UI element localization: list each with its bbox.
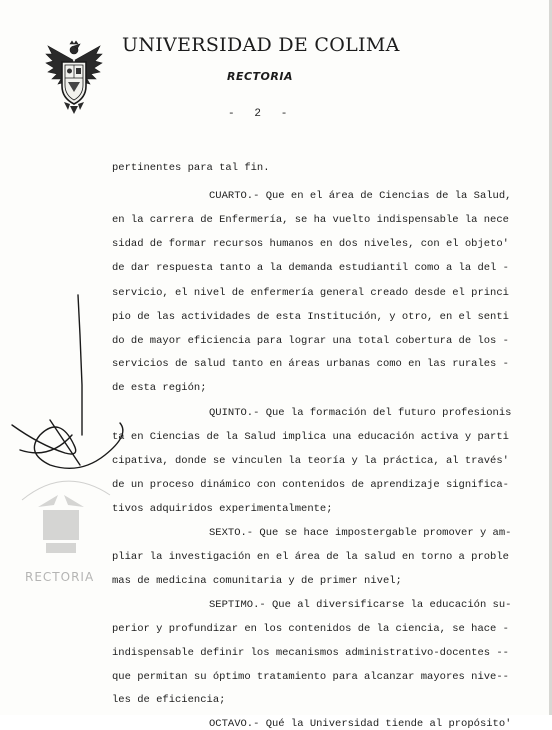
body-line: de esta región; <box>112 382 207 394</box>
body-line: sidad de formar recursos humanos en dos niveles, con el objeto' <box>112 238 509 250</box>
body-line: QUINTO.- Que la formación del futuro profesionis <box>209 407 512 419</box>
body-line: SEXTO.- Que se hace impostergable promover y am- <box>209 527 512 539</box>
body-line: perior y profundizar en los contenidos de la ciencia, se hace - <box>112 623 509 635</box>
office-subtitle: RECTORIA <box>227 70 293 83</box>
body-line: pio de las actividades de esta Institución, y otro, en el senti <box>112 311 509 323</box>
body-line: OCTAVO.- Qué la Universidad tiende al propósito' <box>209 718 512 730</box>
body-line: pliar la investigación en el área de la salud en torno a proble <box>112 551 509 563</box>
university-title: UNIVERSIDAD DE COLIMA <box>122 34 400 56</box>
body-line: indispensable definir los mecanismos administrativo-docentes -- <box>112 647 509 659</box>
body-line: CUARTO.- Que en el área de Ciencias de la Salud, <box>209 190 512 202</box>
body-line: pertinentes para tal fin. <box>112 162 270 174</box>
body-line: SEPTIMO.- Que al diversificarse la educación su- <box>209 599 512 611</box>
university-seal-icon <box>44 40 104 116</box>
body-line: servicio, el nivel de enfermería general creado desde el princi <box>112 287 509 299</box>
body-line: cipativa, donde se vinculen la teoría y la práctica, al través' <box>112 455 509 467</box>
body-line: do de mayor eficiencia para lograr una total cobertura de los - <box>112 335 509 347</box>
body-line: ta en Ciencias de la Salud implica una educación activa y parti <box>112 431 509 443</box>
body-line: mas de medicina comunitaria y de primer nivel; <box>112 575 402 587</box>
body-line: de dar respuesta tanto a la demanda estudiantil como a la del - <box>112 262 509 274</box>
body-line: de un proceso dinámico con contenidos de aprendizaje significa- <box>112 479 509 491</box>
body-line: que permitan su óptimo tratamiento para alcanzar mayores nive-- <box>112 671 509 683</box>
body-line: les de eficiencia; <box>112 694 226 706</box>
stamp-label: RECTORIA <box>25 570 95 584</box>
body-line: tivos adquiridos experimentalmente; <box>112 503 333 515</box>
body-line: servicios de salud tanto en áreas urbanas como en las rurales - <box>112 358 509 370</box>
page-number: - 2 - <box>228 108 288 120</box>
body-line: en la carrera de Enfermería, se ha vuelto indispensable la nece <box>112 214 509 226</box>
